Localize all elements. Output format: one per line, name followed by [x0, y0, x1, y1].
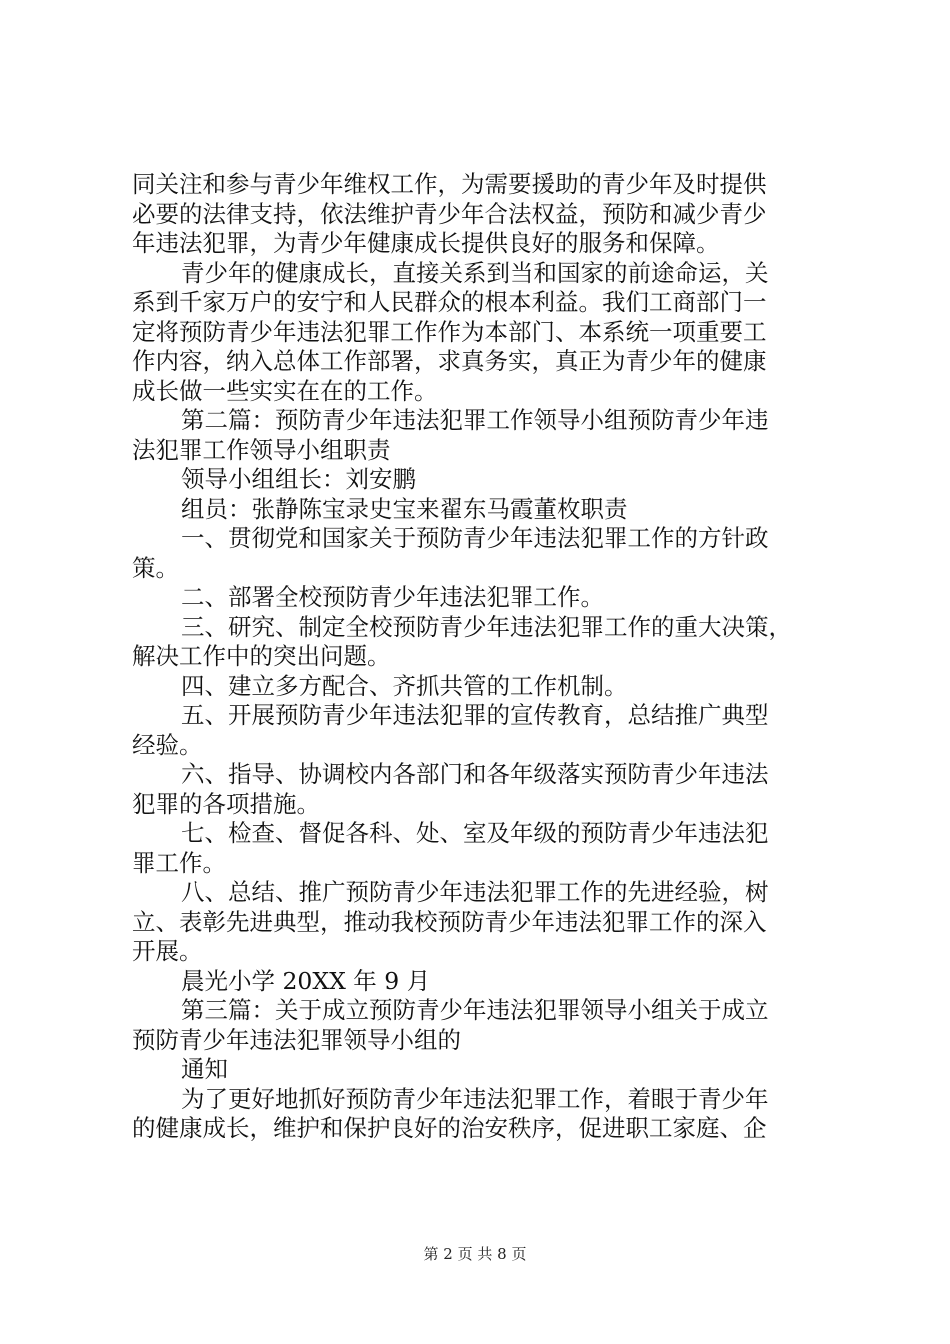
text-line: 系到千家万户的安宁和人民群众的根本利益。我们工商部门一 — [132, 288, 767, 316]
document-body — [132, 170, 832, 1144]
text-line: 犯罪的各项措施。 — [132, 789, 320, 818]
text-line: 通知 — [181, 1055, 228, 1083]
text-line: 定将预防青少年违法犯罪工作作为本部门、本系统一项重要工 — [132, 317, 767, 346]
text-line: 罪工作。 — [132, 848, 226, 877]
page-footer: 第 2 页 共 8 页 — [423, 1245, 527, 1263]
text-line: 组员：张静陈宝录史宝来翟东马霞董枚职责 — [181, 494, 628, 523]
text-line: 作内容，纳入总体工作部署，求真务实，真正为青少年的健康 — [132, 347, 767, 375]
text-line: 五、开展预防青少年违法犯罪的宣传教育，总结推广典型 — [181, 701, 769, 729]
text-line: 二、部署全校预防青少年违法犯罪工作。 — [181, 583, 604, 611]
text-line: 七、检查、督促各科、处、室及年级的预防青少年违法犯 — [181, 819, 769, 847]
text-line: 一、贯彻党和国家关于预防青少年违法犯罪工作的方针政 — [181, 524, 769, 552]
text-line: 立、表彰先进典型，推动我校预防青少年违法犯罪工作的深入 — [132, 907, 767, 936]
text-line: 六、指导、协调校内各部门和各年级落实预防青少年违法 — [181, 760, 769, 788]
text-line: 的健康成长，维护和保护良好的治安秩序，促进职工家庭、企 — [132, 1114, 767, 1142]
text-line: 第二篇：预防青少年违法犯罪工作领导小组预防青少年违 — [181, 406, 769, 434]
text-line: 领导小组组长：刘安鹏 — [181, 465, 416, 493]
text-line: 同关注和参与青少年维权工作，为需要援助的青少年及时提供 — [132, 170, 767, 198]
text-line: 经验。 — [132, 730, 203, 759]
text-line: 为了更好地抓好预防青少年违法犯罪工作，着眼于青少年 — [181, 1084, 769, 1113]
text-line: 八、总结、推广预防青少年违法犯罪工作的先进经验，树 — [181, 878, 769, 906]
text-line: 策。 — [132, 553, 179, 582]
text-line: 法犯罪工作领导小组职责 — [132, 435, 391, 464]
text-line: 晨光小学 20XX 年 9 月 — [181, 966, 431, 995]
text-line: 年违法犯罪，为青少年健康成长提供良好的服务和保障。 — [132, 229, 720, 257]
text-line: 预防青少年违法犯罪领导小组的 — [132, 1025, 461, 1054]
text-line: 开展。 — [132, 937, 203, 965]
text-line: 必要的法律支持，依法维护青少年合法权益，预防和减少青少 — [132, 199, 767, 228]
text-line: 青少年的健康成长，直接关系到当和国家的前途命运，关 — [181, 258, 769, 287]
text-line: 第三篇：关于成立预防青少年违法犯罪领导小组关于成立 — [181, 996, 769, 1024]
text-line: 解决工作中的突出问题。 — [132, 642, 391, 670]
text-line: 成长做一些实实在在的工作。 — [132, 376, 438, 405]
text-line: 三、研究、制定全校预防青少年违法犯罪工作的重大决策， — [181, 612, 792, 641]
text-line: 四、建立多方配合、齐抓共管的工作机制。 — [181, 671, 628, 700]
